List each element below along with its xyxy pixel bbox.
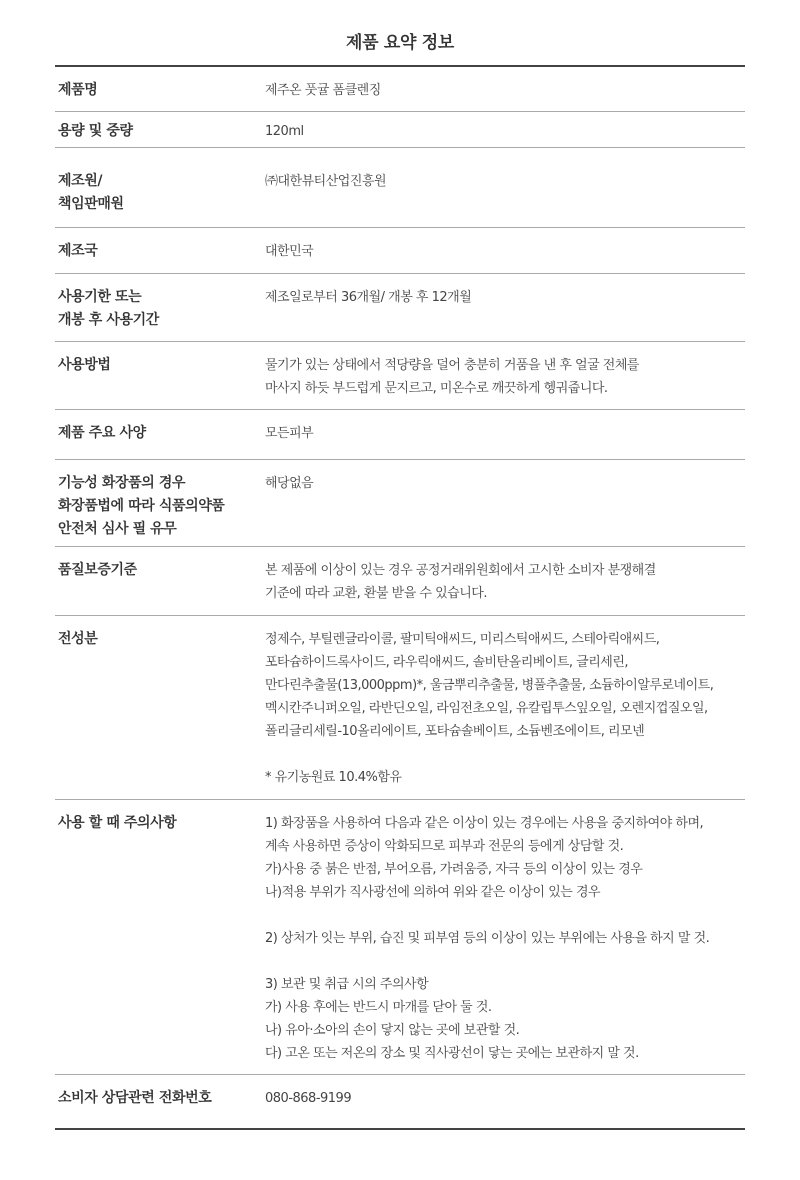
row-label: 제품명	[58, 82, 98, 98]
row-ingredients	[55, 616, 745, 800]
row-product-name	[55, 67, 745, 112]
row-volume	[55, 112, 745, 148]
row-manufacturer	[55, 148, 745, 228]
row-value: 제주온 풋귤 폼클렌징	[265, 83, 381, 98]
row-value: 대한민국	[265, 244, 314, 259]
row-label: 제조원/ 책임판매원	[58, 173, 124, 212]
row-label: 소비자 상담관련 전화번호	[58, 1090, 212, 1106]
row-country	[55, 228, 745, 274]
row-spec	[55, 410, 745, 460]
product-info-table	[55, 65, 745, 1130]
row-cautions	[55, 800, 745, 1075]
row-value: 제조일로부터 36개월/ 개봉 후 12개월	[265, 290, 472, 305]
page-title: 제품 요약 정보	[346, 33, 454, 53]
row-label: 사용 할 때 주의사항	[58, 815, 177, 831]
row-usage	[55, 342, 745, 410]
row-quality	[55, 547, 745, 616]
row-contact	[55, 1075, 745, 1128]
row-label: 용량 및 중량	[58, 123, 133, 139]
row-label: 기능성 화장품의 경우 화장품법에 따라 식품의약품 안전처 심사 필 유무	[58, 475, 225, 537]
row-value: 본 제품에 이상이 있는 경우 공정거래위원회에서 고시한 소비자 분쟁해결 기준에 따라 교환, 환불 받을 수 있습니다.	[265, 563, 656, 601]
row-value: 080-868-9199	[265, 1091, 352, 1106]
row-label: 사용기한 또는 개봉 후 사용기간	[58, 289, 159, 328]
row-value: 모든피부	[265, 426, 314, 441]
row-label: 사용방법	[58, 357, 111, 373]
row-value: ㈜대한뷰티산업진흥원	[265, 174, 387, 189]
row-value: 해당없음	[265, 476, 314, 491]
row-label: 제품 주요 사양	[58, 425, 146, 441]
row-label: 제조국	[58, 243, 98, 259]
row-label: 전성분	[58, 631, 98, 647]
row-value: 정제수, 부틸렌글라이콜, 팔미틱애씨드, 미리스틱애씨드, 스테아릭애씨드, 포타슘하이드록사이드, 라우릭애씨드, 솔비탄올리베이트, 글리세린, 만다린추출물(13,000ppm)*, 울금뿌리추출물, 병풀추출물, 소듐하이알루로네이트, 멕시칸주니퍼오일, 라반딘오일, 라임전초오일, 유칼립투스잎오일, 오렌지껍질오일, 폴리글리세릴-10올리에이트, 포타슘솔베이트, 소듐벤조에이트, 리모넨 * 유기농원료 10.4%함유	[265, 632, 714, 785]
row-label: 품질보증기준	[58, 562, 137, 578]
row-functional	[55, 460, 745, 547]
row-value: 120ml	[265, 124, 304, 139]
row-expiry	[55, 274, 745, 342]
row-value: 물기가 있는 상태에서 적당량을 덜어 충분히 거품을 낸 후 얼굴 전체를 마사지 하듯 부드럽게 문지르고, 미온수로 깨끗하게 헹궈줍니다.	[265, 358, 639, 396]
row-value: 1) 화장품을 사용하여 다음과 같은 이상이 있는 경우에는 사용을 중지하여야 하며, 계속 사용하면 증상이 악화되므로 피부과 전문의 등에게 상담할 것. 가)사용 중 붉은 반점, 부어오름, 가려움증, 자극 등의 이상이 있는 경우 나)적용 부위가 직사광선에 의하여 위와 같은 이상이 있는 경우 2) 상처가 잇는 부위, 습진 및 피부염 등의 이상이 있는 부위에는 사용을 하지 말 것. 3) 보관 및 취급 시의 주의사항 가) 사용 후에는 반드시 마개를 닫아 둘 것. 나) 유아·소아의 손이 닿지 않는 곳에 보관할 것. 다) 고온 또는 저온의 장소 및 직사광선이 닿는 곳에는 보관하지 말 것.	[265, 816, 710, 1061]
